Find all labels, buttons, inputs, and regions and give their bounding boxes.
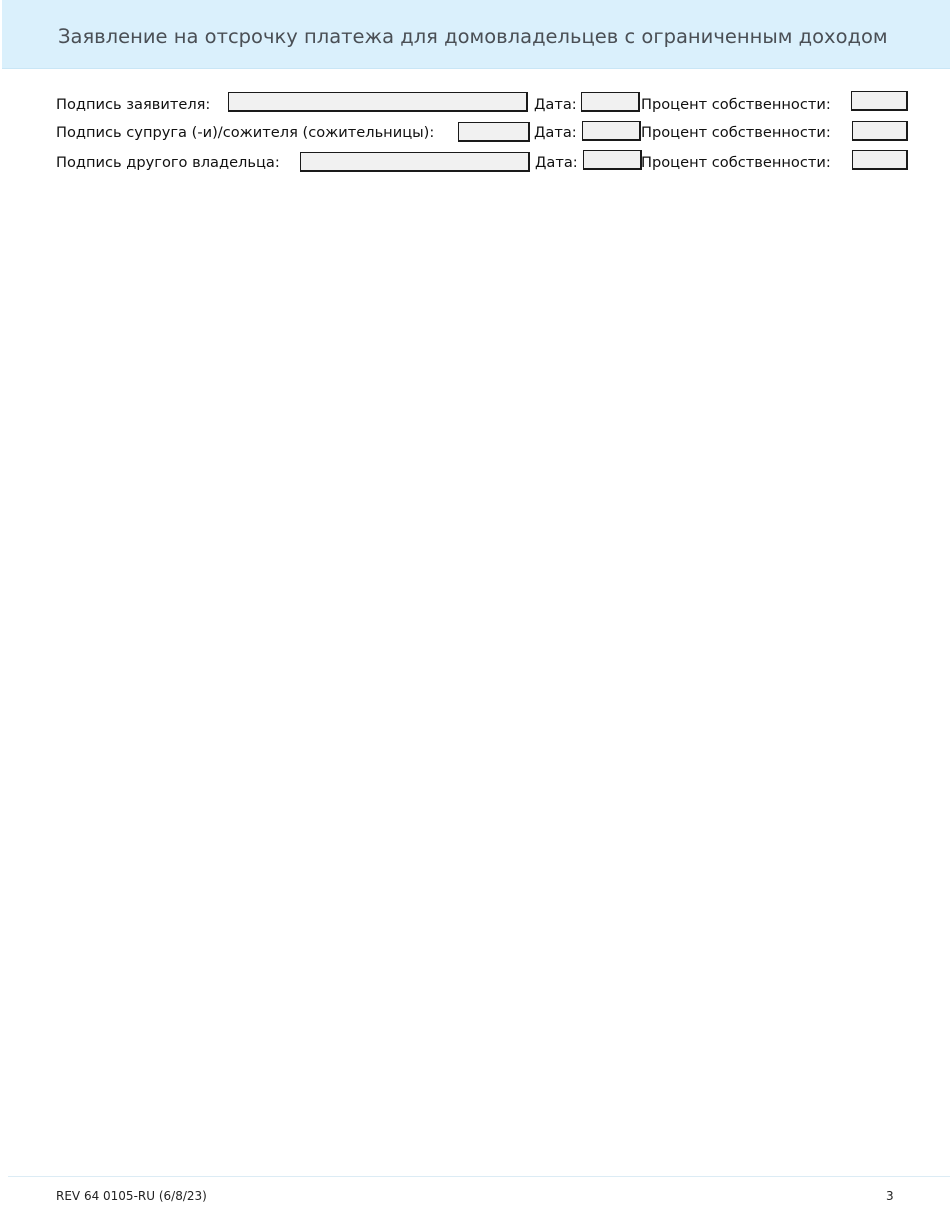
spouse-date-field[interactable]: [582, 121, 641, 141]
other-owner-signature-field[interactable]: [300, 152, 530, 172]
spouse-signature-field[interactable]: [458, 122, 530, 142]
spouse-ownership-field[interactable]: [852, 121, 908, 141]
other-owner-ownership-field[interactable]: [852, 150, 908, 170]
spouse-date-label: Дата:: [534, 124, 577, 141]
applicant-date-field[interactable]: [581, 92, 640, 112]
applicant-ownership-label: Процент собственности:: [641, 96, 831, 113]
page-title: Заявление на отсрочку платежа для домовладельцев с ограниченным доходом: [58, 25, 888, 48]
applicant-ownership-field[interactable]: [851, 91, 908, 111]
header-band: [2, 0, 950, 69]
applicant-signature-label: Подпись заявителя:: [56, 96, 211, 113]
other-owner-date-field[interactable]: [583, 150, 642, 170]
form-id: REV 64 0105-RU (6/8/23): [56, 1189, 207, 1203]
page-number: 3: [886, 1189, 894, 1203]
applicant-date-label: Дата:: [534, 96, 577, 113]
other-owner-ownership-label: Процент собственности:: [641, 154, 831, 171]
other-owner-signature-label: Подпись другого владельца:: [56, 154, 280, 171]
spouse-ownership-label: Процент собственности:: [641, 124, 831, 141]
footer-divider: [8, 1176, 950, 1177]
spouse-signature-label: Подпись супруга (-и)/сожителя (сожительницы):: [56, 124, 435, 141]
applicant-signature-field[interactable]: [228, 92, 528, 112]
other-owner-date-label: Дата:: [535, 154, 578, 171]
